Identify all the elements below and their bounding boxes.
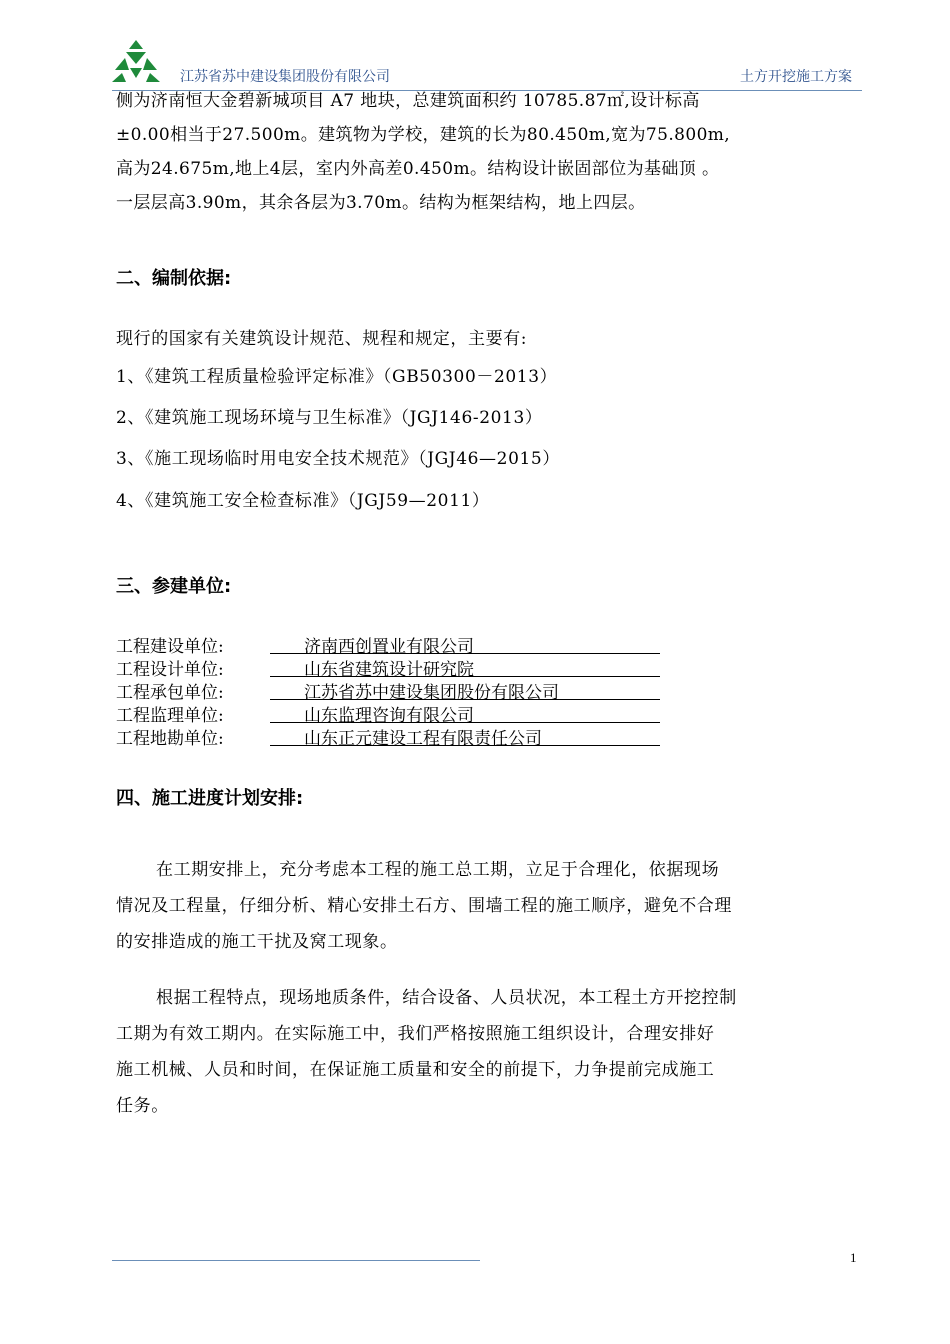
footer-divider xyxy=(112,1260,480,1261)
paragraph-line: 工期为有效工期内。在实际施工中，我们严格按照施工组织设计，合理安排好 xyxy=(116,1024,715,1044)
basis-item: 1、《建筑工程质量检验评定标准》（GB50300－2013） xyxy=(116,367,558,387)
paragraph-line: 任务。 xyxy=(116,1096,169,1116)
unit-label: 工程建设单位: xyxy=(116,637,224,657)
basis-intro: 现行的国家有关建筑设计规范、规程和规定，主要有: xyxy=(116,329,528,349)
basis-item: 4、《建筑施工安全检查标准》（JGJ59—2011） xyxy=(116,491,490,511)
company-logo-icon xyxy=(112,40,160,84)
paragraph-line: 在工期安排上，充分考虑本工程的施工总工期，立足于合理化，依据现场 xyxy=(156,860,720,880)
intro-line: ±0.00相当于27.500m。建筑物为学校，建筑的长为80.450m,宽为75.800m, xyxy=(116,125,731,145)
unit-value: 山东省建筑设计研究院 xyxy=(270,655,660,677)
intro-line: 侧为济南恒大金碧新城项目 A7 地块，总建筑面积约 10785.87㎡,设计标高 xyxy=(116,91,700,111)
unit-label: 工程设计单位: xyxy=(116,660,224,680)
intro-line: 一层层高3.90m，其余各层为3.70m。结构为框架结构，地上四层。 xyxy=(116,193,646,213)
schedule-paragraph-2 xyxy=(116,980,860,1124)
page-number: 1 xyxy=(850,1250,857,1265)
section-heading-units: 三、参建单位: xyxy=(116,576,232,597)
company-name: 江苏省苏中建设集团股份有限公司 xyxy=(180,69,390,85)
paragraph-line: 的安排造成的施工干扰及窝工现象。 xyxy=(116,932,398,952)
unit-label: 工程地勘单位: xyxy=(116,729,224,749)
section-heading-basis: 二、编制依据: xyxy=(116,268,232,289)
section-heading-schedule: 四、施工进度计划安排: xyxy=(116,788,304,809)
schedule-paragraph-1 xyxy=(116,852,860,960)
basis-item: 2、《建筑施工现场环境与卫生标准》（JGJ146-2013） xyxy=(116,408,543,428)
unit-value: 山东监理咨询有限公司 xyxy=(270,701,660,723)
paragraph-line: 根据工程特点，现场地质条件，结合设备、人员状况，本工程土方开挖控制 xyxy=(156,988,737,1008)
unit-value: 山东正元建设工程有限责任公司 xyxy=(270,724,660,746)
document-title: 土方开挖施工方案 xyxy=(740,69,852,85)
intro-paragraph xyxy=(116,84,862,220)
unit-label: 工程监理单位: xyxy=(116,706,224,726)
unit-value: 江苏省苏中建设集团股份有限公司 xyxy=(270,678,660,700)
paragraph-line: 情况及工程量，仔细分析、精心安排土石方、围墙工程的施工顺序，避免不合理 xyxy=(116,896,732,916)
paragraph-line: 施工机械、人员和时间，在保证施工质量和安全的前提下，力争提前完成施工 xyxy=(116,1060,715,1080)
unit-value: 济南西创置业有限公司 xyxy=(270,632,660,654)
intro-line: 高为24.675m,地上4层，室内外高差0.450m。结构设计嵌固部位为基础顶 。 xyxy=(116,159,720,179)
basis-item: 3、《施工现场临时用电安全技术规范》（JGJ46—2015） xyxy=(116,449,560,469)
unit-label: 工程承包单位: xyxy=(116,683,224,703)
